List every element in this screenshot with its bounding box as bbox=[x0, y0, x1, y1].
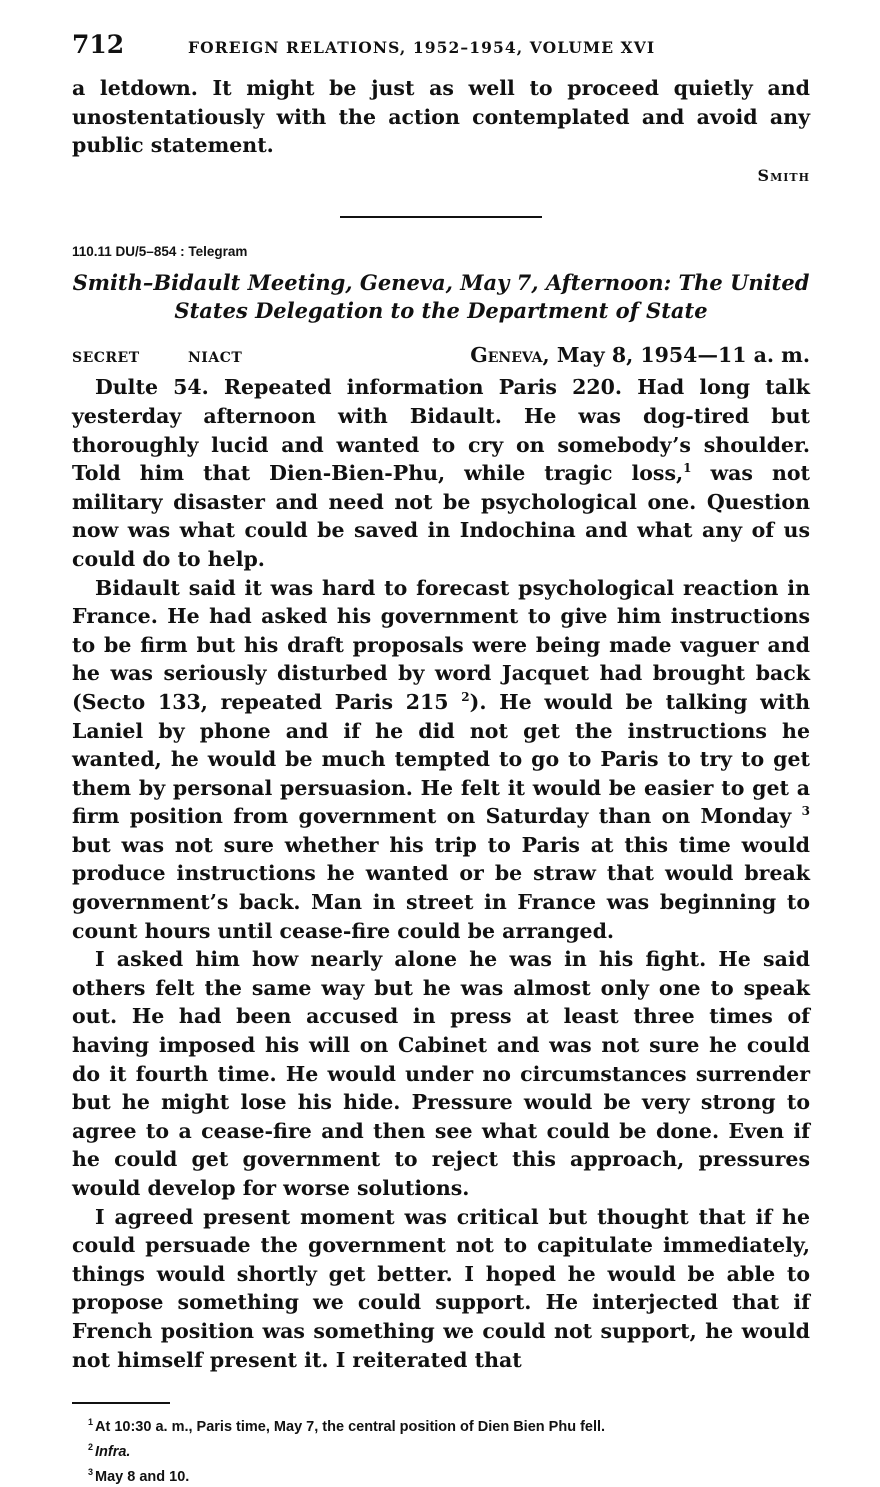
footnote-text-1: At 10:30 a. m., Paris time, May 7, the central position of Dien Bien Phu fell. bbox=[95, 1418, 606, 1435]
footnotes bbox=[72, 1412, 810, 1486]
signature bbox=[72, 162, 810, 191]
running-head bbox=[72, 30, 810, 74]
section-divider bbox=[340, 216, 542, 218]
closing-paragraph: a letdown. It might be just as well to proceed quietly and unostentatiously with the action contemplated and avoid any public statement. bbox=[72, 76, 810, 158]
paragraph-2 bbox=[72, 574, 810, 946]
footnote-mark-2: 2 bbox=[88, 1441, 94, 1452]
date-time: , May 8, 1954—11 a. m. bbox=[542, 343, 810, 368]
previous-document-end bbox=[72, 74, 810, 190]
footnote-divider bbox=[72, 1402, 170, 1404]
footnote-ref-1[interactable]: 1 bbox=[683, 461, 692, 476]
paragraph-1-text-a: Dulte 54. Repeated information Paris 220. Had long talk yesterday afternoon with Bidault. He was dog-tired but thoroughly lucid and wanted to cry on somebody’s shoulder. Told him that Dien-Bien-Phu, while tragic loss, bbox=[72, 375, 810, 486]
footnote-text-2: Infra. bbox=[95, 1443, 131, 1460]
precedence: NIACT bbox=[188, 350, 243, 367]
paragraph-1 bbox=[72, 373, 810, 573]
paragraph-3: I asked him how nearly alone he was in his fight. He said others felt the same way but he was almost only one to speak out. He had been accused in press at least three times of having imposed his will on Cabinet and was not sure he could do it fourth time. He would under no circumstances surrender but he might lose his hide. Pressure would be very strong to agree to a cease-fire and then see what could be done. Even if he could get government to reject this approach, pressures would develop for worse solutions. bbox=[72, 947, 810, 1200]
paragraph-1-text-b: was not military disaster and need not be psychological one. Question now was what could be saved in Indochina and what any of us could do to help. bbox=[72, 461, 810, 571]
footnote-2 bbox=[88, 1437, 810, 1462]
footnote-ref-3[interactable]: 3 bbox=[801, 804, 810, 819]
document-page bbox=[72, 30, 810, 1487]
footnote-text-3: May 8 and 10. bbox=[95, 1468, 190, 1485]
signature-text: Smith bbox=[757, 165, 810, 185]
footnote-ref-2[interactable]: 2 bbox=[461, 690, 470, 705]
footnote-mark-3: 3 bbox=[88, 1466, 94, 1477]
place: Geneva bbox=[470, 343, 543, 368]
paragraph-2-text-a: Bidault said it was hard to forecast psychological reaction in France. He had asked his government to give him instructions to be firm but his draft proposals were being made vaguer and he was seriously disturbed by word Jacquet had brought back (Secto 133, repeated Paris 215 bbox=[72, 575, 810, 714]
telegram-body bbox=[72, 373, 810, 1374]
footnote-3 bbox=[88, 1462, 810, 1487]
journal-title: FOREIGN RELATIONS, 1952–1954, VOLUME XVI bbox=[188, 38, 656, 57]
document-heading: Smith–Bidault Meeting, Geneva, May 7, Afternoon: The United States Delegation to the Department of State bbox=[72, 270, 810, 324]
paragraph-2-text-c: but was not sure whether his trip to Paris at this time would produce instructions he wanted or be straw that would break government’s back. Man in street in France was beginning to count hours until cease-fire could be arranged. bbox=[72, 832, 810, 943]
dateline bbox=[72, 343, 810, 367]
classification: SECRET bbox=[72, 350, 140, 367]
file-reference: 110.11 DU/5–854 : Telegram bbox=[72, 244, 248, 260]
paragraph-4: I agreed present moment was critical but thought that if he could persuade the government not to capitulate immediately, things would shortly get better. I hoped he would be able to propose something we could support. He interjected that if French position was something we could not support, he would not himself present it. I reiterated that bbox=[72, 1204, 810, 1372]
footnote-mark-1: 1 bbox=[88, 1417, 94, 1428]
paragraph-2-text-b: ). He would be talking with Laniel by phone and if he did not get the instructions he wanted, he would be much tempted to go to Paris to try to get them by personal persuasion. He felt it would be easier to get a firm position from government on Saturday than on Monday bbox=[72, 689, 810, 829]
place-date bbox=[470, 343, 810, 367]
page-number: 712 bbox=[72, 30, 125, 59]
footnote-1 bbox=[88, 1412, 810, 1437]
